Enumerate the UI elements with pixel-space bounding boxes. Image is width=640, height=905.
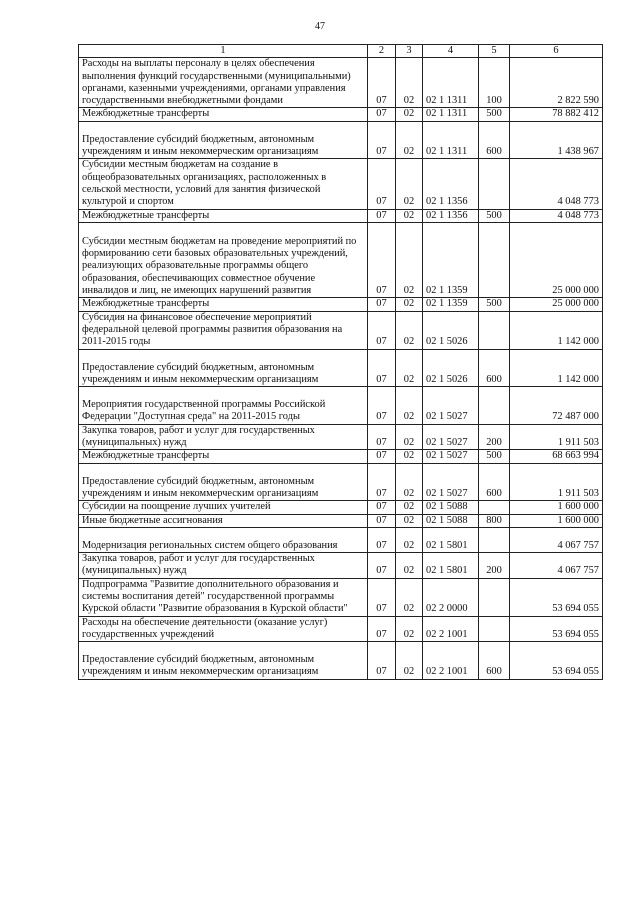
row-target-article: 02 1 1311: [423, 108, 479, 121]
row-subsection: 02: [396, 159, 423, 209]
col-header: 6: [510, 45, 603, 58]
row-target-article: 02 1 1356: [423, 209, 479, 222]
row-description: Расходы на выплаты персоналу в целях обеспечения выполнения функций государственными (муниципальными) органами, казенными учреждениями, органами управления государственными внебюджетными фондами: [82, 58, 351, 107]
row-subsection: 02: [396, 222, 423, 297]
row-description: Субсидии местным бюджетам на создание в общеобразовательных организациях, расположенных в сельской местности, условий для занятия физической культурой и спортом: [82, 159, 327, 208]
row-amount: 2 822 590: [510, 58, 603, 108]
row-description: Предоставление субсидий бюджетным, автономным учреждениям и иным некоммерческим организациям: [82, 361, 319, 385]
row-amount: 25 000 000: [510, 298, 603, 311]
row-description: Модернизация региональных систем общего образования: [82, 539, 338, 551]
row-section: 07: [368, 642, 396, 680]
table-row: [79, 58, 603, 108]
table-row: [79, 209, 603, 222]
row-expense-type: [479, 222, 510, 297]
row-description: Субсидии на поощрение лучших учителей: [82, 501, 271, 513]
row-amount: 1 600 000: [510, 501, 603, 514]
row-description: Закупка товаров, работ и услуг для государственных (муниципальных) нужд: [82, 424, 315, 449]
row-section: 07: [368, 514, 396, 527]
row-amount: 72 487 000: [510, 387, 603, 425]
col-header: 4: [423, 45, 479, 58]
table-row: [79, 387, 603, 425]
table-row: [79, 463, 603, 501]
row-subsection: 02: [396, 616, 423, 642]
row-description: Межбюджетные трансферты: [82, 108, 210, 120]
row-subsection: 02: [396, 349, 423, 387]
row-amount: 1 438 967: [510, 121, 603, 159]
row-expense-type: 100: [479, 58, 510, 108]
row-description: Межбюджетные трансферты: [82, 450, 210, 462]
row-subsection: 02: [396, 450, 423, 463]
row-expense-type: 800: [479, 514, 510, 527]
row-target-article: 02 1 5088: [423, 514, 479, 527]
row-subsection: 02: [396, 463, 423, 501]
table-row: [79, 553, 603, 579]
row-section: 07: [368, 424, 396, 450]
col-header: 2: [368, 45, 396, 58]
row-description: Межбюджетные трансферты: [82, 298, 210, 310]
row-subsection: 02: [396, 578, 423, 616]
row-description: Мероприятия государственной программы Российской Федерации "Доступная среда" на 2011-2015 годы: [82, 399, 326, 423]
row-subsection: 02: [396, 298, 423, 311]
row-subsection: 02: [396, 553, 423, 579]
row-target-article: 02 1 5026: [423, 311, 479, 349]
table-row: [79, 108, 603, 121]
row-section: 07: [368, 311, 396, 349]
row-expense-type: [479, 311, 510, 349]
row-description: Межбюджетные трансферты: [82, 209, 210, 221]
row-amount: 1 911 503: [510, 424, 603, 450]
table-row: [79, 616, 603, 642]
row-expense-type: 600: [479, 121, 510, 159]
row-expense-type: 500: [479, 450, 510, 463]
row-expense-type: [479, 578, 510, 616]
row-target-article: 02 1 1359: [423, 222, 479, 297]
row-target-article: 02 2 1001: [423, 616, 479, 642]
row-expense-type: 500: [479, 108, 510, 121]
row-subsection: 02: [396, 387, 423, 425]
row-expense-type: 600: [479, 349, 510, 387]
row-description: Субсидия на финансовое обеспечение мероприятий федеральной целевой программы развития образования на 2011-2015 годы: [82, 311, 343, 348]
table-row: [79, 642, 603, 680]
col-header: 3: [396, 45, 423, 58]
row-target-article: 02 1 1311: [423, 58, 479, 108]
row-section: 07: [368, 553, 396, 579]
row-subsection: 02: [396, 514, 423, 527]
row-section: 07: [368, 298, 396, 311]
row-section: 07: [368, 578, 396, 616]
row-expense-type: [479, 616, 510, 642]
row-target-article: 02 1 5027: [423, 424, 479, 450]
row-subsection: 02: [396, 527, 423, 552]
row-amount: 25 000 000: [510, 222, 603, 297]
table-row: [79, 424, 603, 450]
row-section: 07: [368, 58, 396, 108]
row-description: Иные бюджетные ассигнования: [82, 514, 223, 526]
row-description: Предоставление субсидий бюджетным, автономным учреждениям и иным некоммерческим организациям: [82, 133, 319, 158]
row-subsection: 02: [396, 424, 423, 450]
table-row: [79, 578, 603, 616]
row-subsection: 02: [396, 501, 423, 514]
row-target-article: 02 1 5801: [423, 527, 479, 552]
row-target-article: 02 1 1311: [423, 121, 479, 159]
table-row: [79, 450, 603, 463]
table-row: [79, 222, 603, 297]
row-target-article: 02 1 5026: [423, 349, 479, 387]
row-subsection: 02: [396, 108, 423, 121]
table-row: [79, 501, 603, 514]
row-description: Предоставление субсидий бюджетным, автономным учреждениям и иным некоммерческим организациям: [82, 475, 319, 499]
row-description: Расходы на обеспечение деятельности (оказание услуг) государственных учреждений: [82, 616, 328, 640]
row-expense-type: 600: [479, 463, 510, 501]
row-section: 07: [368, 527, 396, 552]
row-subsection: 02: [396, 121, 423, 159]
col-header: 5: [479, 45, 510, 58]
table-row: [79, 514, 603, 527]
row-target-article: 02 2 1001: [423, 642, 479, 680]
row-section: 07: [368, 349, 396, 387]
row-target-article: 02 1 5801: [423, 553, 479, 579]
row-target-article: 02 1 5088: [423, 501, 479, 514]
row-section: 07: [368, 108, 396, 121]
row-amount: 4 048 773: [510, 209, 603, 222]
row-description: Закупка товаров, работ и услуг для государственных (муниципальных) нужд: [82, 553, 315, 577]
row-amount: 53 694 055: [510, 616, 603, 642]
table-row: [79, 121, 603, 159]
row-subsection: 02: [396, 642, 423, 680]
row-section: 07: [368, 121, 396, 159]
row-subsection: 02: [396, 209, 423, 222]
row-target-article: 02 2 0000: [423, 578, 479, 616]
row-amount: 53 694 055: [510, 642, 603, 680]
row-section: 07: [368, 387, 396, 425]
table-row: [79, 311, 603, 349]
row-target-article: 02 1 1359: [423, 298, 479, 311]
table-row: [79, 527, 603, 552]
row-description: Субсидии местным бюджетам на проведение мероприятий по формированию сети базовых образовательных учреждений, реализующих образовательные программы общего образования, обеспечивающих совместное обучение инвалидов и лиц, не имеющих нарушений развития: [82, 235, 357, 297]
row-amount: 68 663 994: [510, 450, 603, 463]
row-amount: 4 067 757: [510, 553, 603, 579]
row-amount: 1 142 000: [510, 311, 603, 349]
row-expense-type: [479, 527, 510, 552]
col-header: 1: [79, 45, 368, 58]
table-row: [79, 159, 603, 209]
row-expense-type: [479, 159, 510, 209]
row-amount: 53 694 055: [510, 578, 603, 616]
row-amount: 78 882 412: [510, 108, 603, 121]
row-expense-type: 200: [479, 553, 510, 579]
row-target-article: 02 1 1356: [423, 159, 479, 209]
row-section: 07: [368, 159, 396, 209]
row-amount: 1 911 503: [510, 463, 603, 501]
row-description: Предоставление субсидий бюджетным, автономным учреждениям и иным некоммерческим организациям: [82, 654, 319, 678]
row-section: 07: [368, 616, 396, 642]
row-amount: 1 600 000: [510, 514, 603, 527]
row-target-article: 02 1 5027: [423, 387, 479, 425]
row-expense-type: 500: [479, 209, 510, 222]
row-section: 07: [368, 450, 396, 463]
row-expense-type: 200: [479, 424, 510, 450]
row-target-article: 02 1 5027: [423, 463, 479, 501]
row-subsection: 02: [396, 58, 423, 108]
header-row: [79, 45, 603, 58]
row-expense-type: 500: [479, 298, 510, 311]
row-section: 07: [368, 209, 396, 222]
budget-table: [78, 44, 603, 680]
row-expense-type: [479, 387, 510, 425]
row-section: 07: [368, 463, 396, 501]
row-amount: 4 067 757: [510, 527, 603, 552]
row-subsection: 02: [396, 311, 423, 349]
row-section: 07: [368, 501, 396, 514]
row-section: 07: [368, 222, 396, 297]
row-expense-type: 600: [479, 642, 510, 680]
row-amount: 4 048 773: [510, 159, 603, 209]
table-row: [79, 349, 603, 387]
row-expense-type: [479, 501, 510, 514]
row-amount: 1 142 000: [510, 349, 603, 387]
page-number: 47: [315, 21, 325, 32]
row-target-article: 02 1 5027: [423, 450, 479, 463]
row-description: Подпрограмма "Развитие дополнительного образования и системы воспитания детей" государственной программы Курской области "Развитие образования в Курской области": [82, 578, 348, 615]
table-row: [79, 298, 603, 311]
